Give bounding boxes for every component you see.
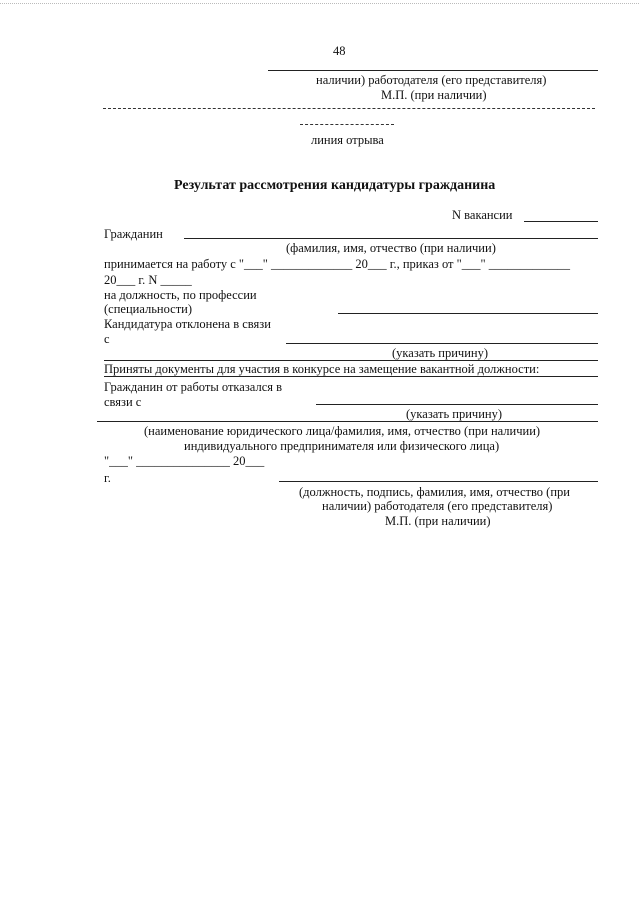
position-field bbox=[338, 313, 598, 314]
rejected-label-line2: с bbox=[104, 332, 110, 346]
employer-caption-line2: индивидуального предпринимателя или физического лица) bbox=[184, 439, 500, 453]
signature-field bbox=[279, 481, 598, 482]
rejection-reason-field bbox=[286, 343, 598, 344]
seal-caption: М.П. (при наличии) bbox=[385, 514, 491, 528]
employer-name-field bbox=[97, 421, 598, 422]
docs-accepted-text: Приняты документы для участия в конкурсе на замещение вакантной должности: bbox=[104, 362, 540, 376]
date-line: "___" _______________ 20___ bbox=[104, 454, 265, 468]
signature-caption-line2: наличии) работодателя (его представителя) bbox=[322, 499, 553, 513]
form-title: Результат рассмотрения кандидатуры гражданина bbox=[174, 178, 496, 193]
reason-caption-2: (указать причину) bbox=[406, 407, 503, 421]
seal-caption-top: М.П. (при наличии) bbox=[381, 88, 487, 102]
position-label-line2: (специальности) bbox=[104, 302, 193, 316]
vacancy-number-field bbox=[524, 221, 598, 222]
separator-line bbox=[104, 360, 598, 361]
position-label-line1: на должность, по профессии bbox=[104, 288, 257, 302]
refused-label-line1: Гражданин от работы отказался в bbox=[104, 380, 283, 394]
signature-line-top bbox=[268, 70, 598, 71]
rep-caption-top: наличии) работодателя (его представителя) bbox=[316, 73, 547, 87]
vacancy-label: N вакансии bbox=[452, 208, 513, 222]
order-number-line: 20___ г. N _____ bbox=[104, 273, 192, 287]
signature-caption-line1: (должность, подпись, фамилия, имя, отчество (при bbox=[299, 485, 570, 499]
year-suffix: г. bbox=[104, 471, 111, 485]
citizen-label: Гражданин bbox=[104, 227, 163, 241]
refusal-reason-field bbox=[316, 404, 598, 405]
hired-line: принимается на работу с "___" _____________ 20___ г., приказ от "___" _____________ bbox=[104, 257, 570, 271]
employer-caption-line1: (наименование юридического лица/фамилия, имя, отчество (при наличии) bbox=[144, 424, 541, 438]
fio-caption: (фамилия, имя, отчество (при наличии) bbox=[286, 241, 496, 255]
reason-caption: (указать причину) bbox=[392, 346, 489, 360]
docs-field-line bbox=[104, 376, 598, 377]
scan-artifact-line bbox=[0, 3, 639, 4]
tear-line-label: линия отрыва bbox=[311, 133, 384, 147]
refused-label-line2: связи с bbox=[104, 395, 142, 409]
citizen-name-field bbox=[184, 238, 598, 239]
page-number: 48 bbox=[333, 44, 346, 58]
tear-line bbox=[103, 108, 595, 109]
tear-line-short bbox=[300, 124, 394, 125]
rejected-label-line1: Кандидатура отклонена в связи bbox=[104, 317, 271, 331]
